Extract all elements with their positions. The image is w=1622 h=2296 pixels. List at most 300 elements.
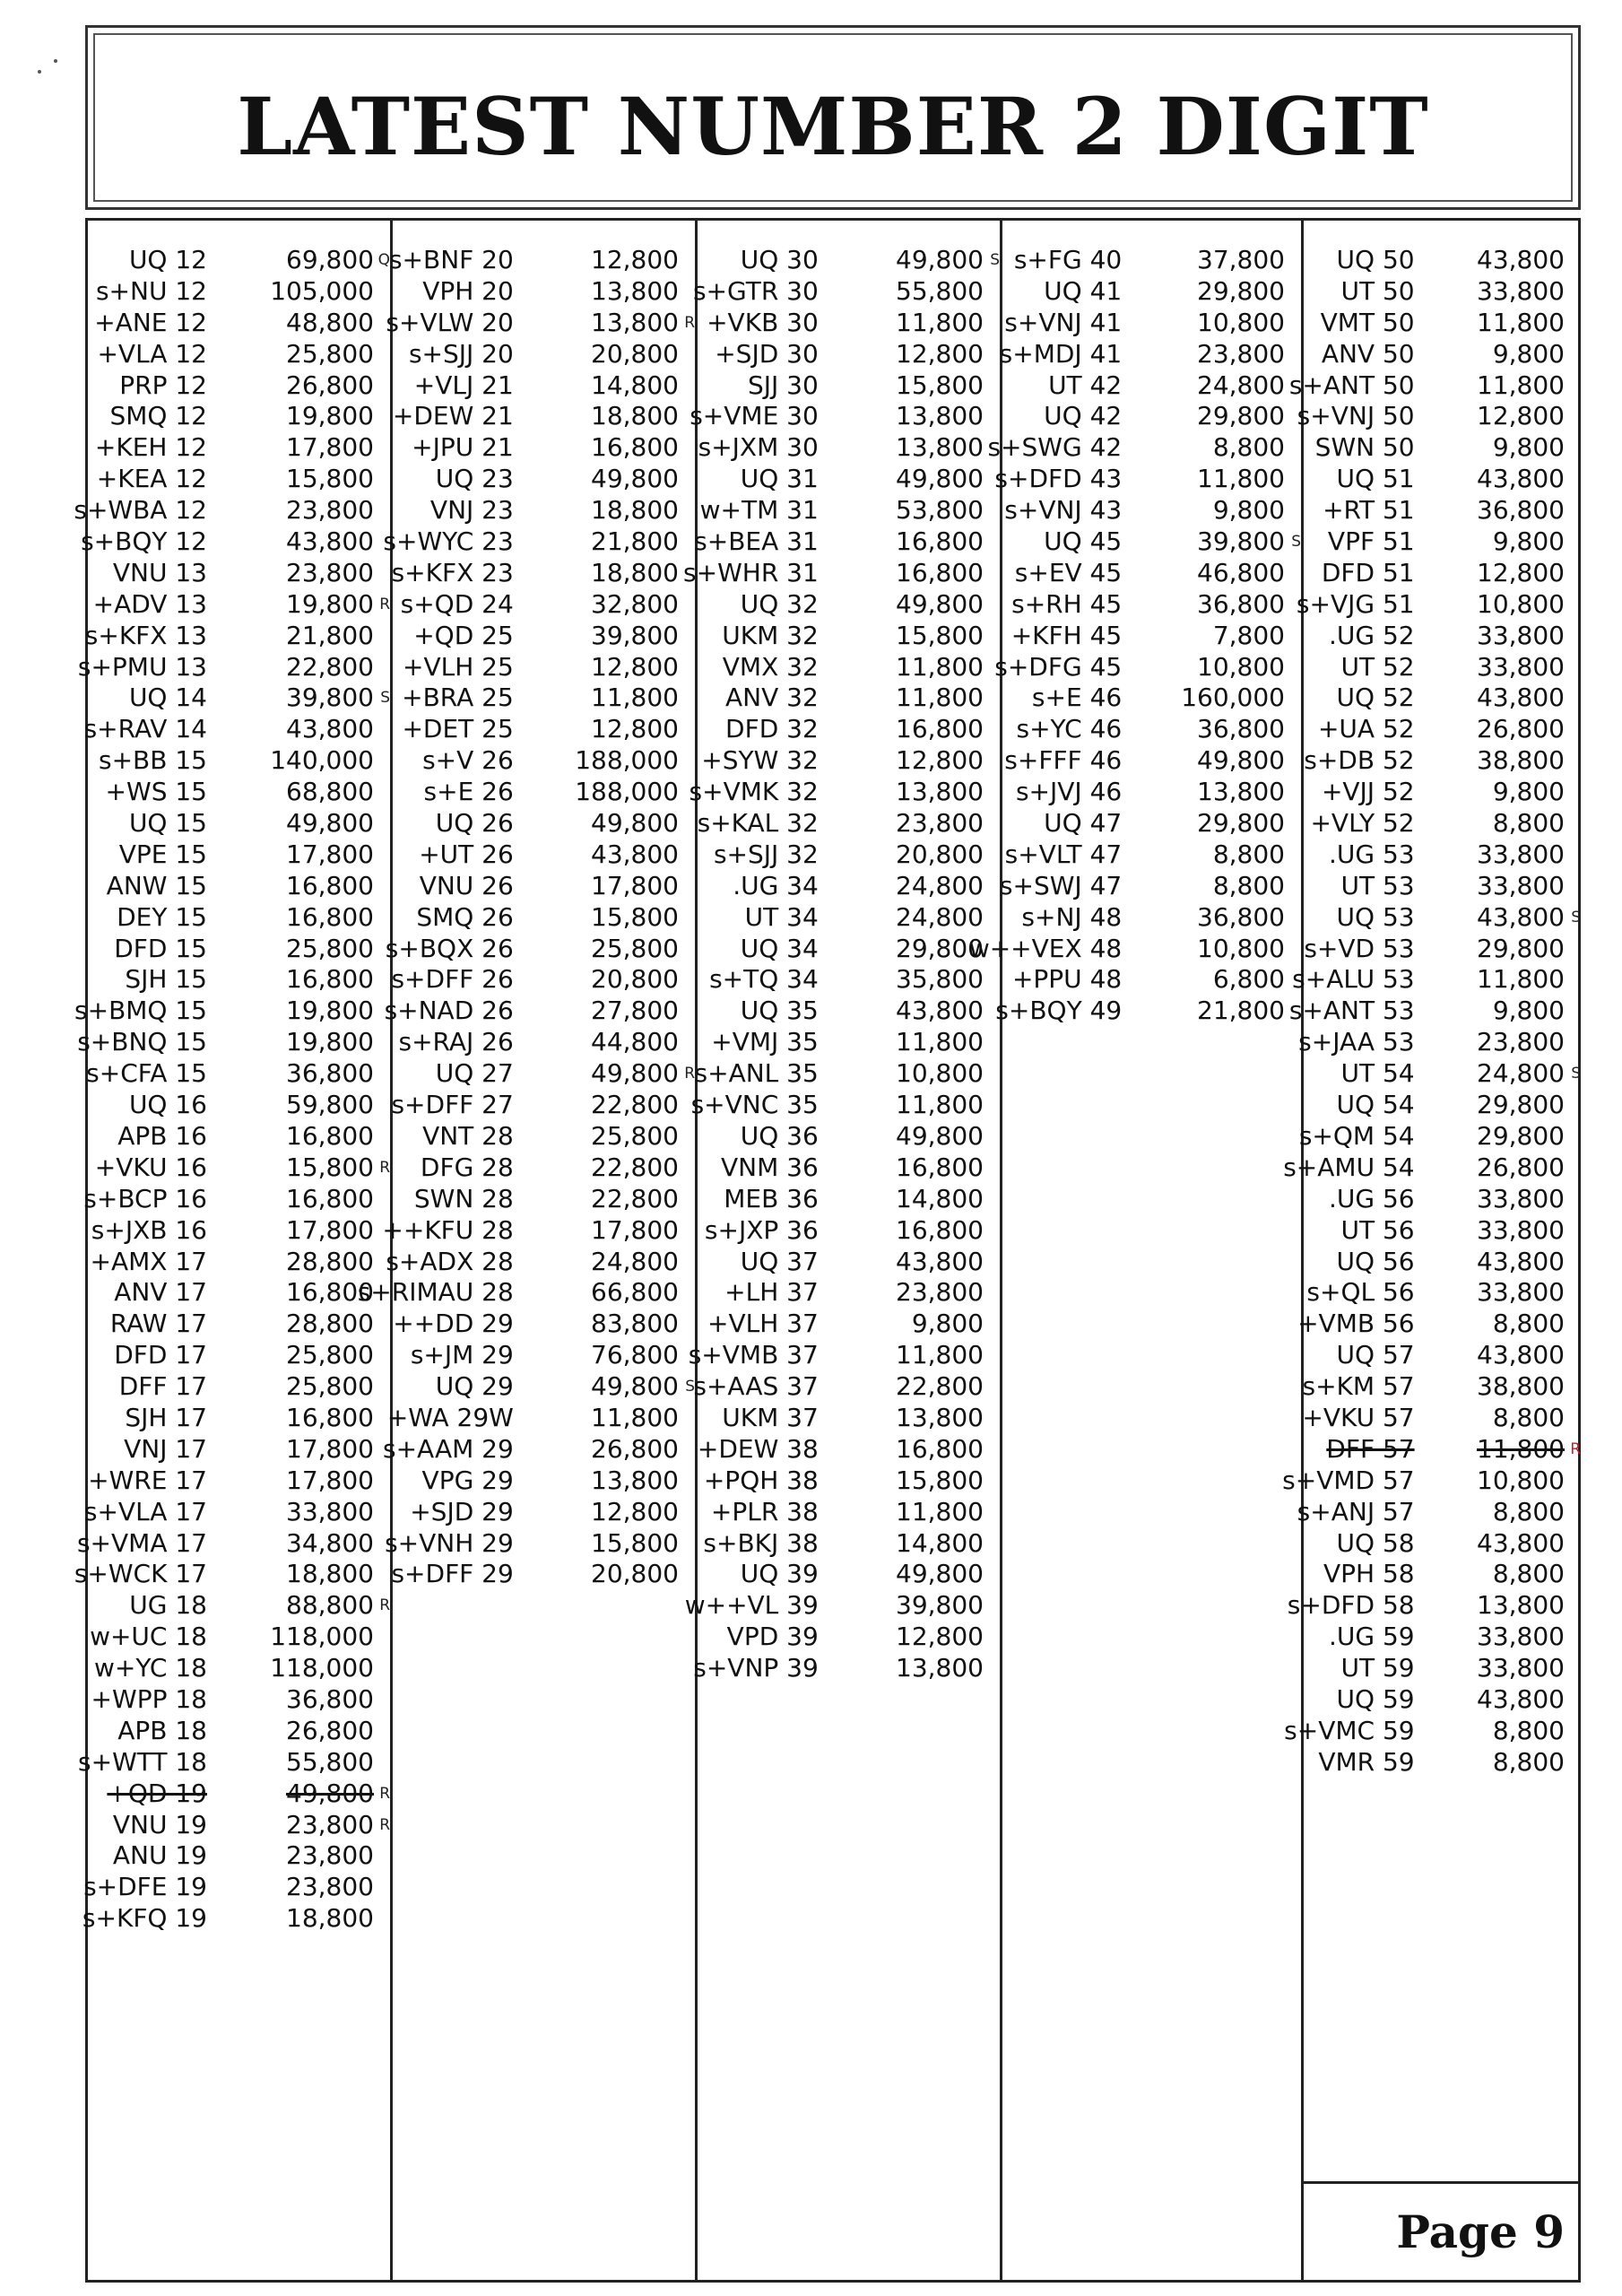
item-price: 15,800 <box>591 1527 679 1558</box>
item-code: s+WHR 31 <box>683 557 819 587</box>
table-row <box>393 1121 695 1152</box>
item-code: VNJ 17 <box>124 1433 207 1464</box>
item-price: 18,800 <box>591 495 679 526</box>
table-row <box>1304 1090 1581 1121</box>
table-row <box>85 1215 390 1247</box>
table-row <box>698 714 1000 745</box>
item-code: s+BQY 12 <box>81 526 207 557</box>
item-price: 8,800 <box>1492 1559 1565 1589</box>
table-row <box>393 1152 695 1184</box>
item-code: +UT 26 <box>419 839 514 869</box>
item-price: 16,800 <box>591 432 679 463</box>
table-row <box>1304 871 1581 902</box>
table-row <box>85 777 390 808</box>
table-row <box>85 1152 390 1184</box>
item-price: 12,800 <box>1477 401 1565 431</box>
item-code: +WS 15 <box>105 777 207 807</box>
item-code: s+JAA 53 <box>1298 1027 1415 1057</box>
table-row <box>1283 1152 1581 1184</box>
table-row <box>698 245 1000 276</box>
item-price: 22,800 <box>896 1371 984 1402</box>
item-code: +VKU 57 <box>1302 1402 1415 1432</box>
table-row <box>698 839 1000 871</box>
item-code: ANV 50 <box>1321 338 1415 369</box>
item-code: UQ 15 <box>128 808 207 839</box>
item-price: 9,800 <box>1212 495 1285 526</box>
item-price: 43,800 <box>1477 901 1565 932</box>
item-price: 13,800 <box>896 1653 984 1683</box>
item-price: 39,800 <box>286 683 374 713</box>
table-row <box>85 714 390 745</box>
item-code: RAW 17 <box>109 1309 207 1339</box>
item-price: 17,800 <box>286 432 374 463</box>
item-code: s+KFQ 19 <box>82 1903 207 1934</box>
item-code: DEY 15 <box>117 901 207 932</box>
item-price: 11,800 <box>591 683 679 713</box>
item-price: 15,800 <box>286 464 374 494</box>
item-price: 25,800 <box>591 933 679 963</box>
table-row <box>1002 808 1301 839</box>
table-row <box>85 1622 390 1653</box>
item-code: VPH 20 <box>422 275 514 306</box>
item-price: 26,800 <box>1477 1152 1565 1182</box>
table-row <box>1304 308 1581 339</box>
table-row <box>393 964 695 996</box>
table-row <box>1304 1371 1581 1403</box>
table-row <box>85 1090 390 1121</box>
item-price: 24,800 <box>1197 370 1285 400</box>
item-price: 43,800 <box>286 526 374 557</box>
table-row <box>1297 401 1581 432</box>
item-code: UT 54 <box>1340 1058 1415 1089</box>
item-price: 49,800 <box>591 1371 679 1402</box>
item-code: s+VNJ 43 <box>1004 495 1123 526</box>
item-price: 29,800 <box>1197 808 1285 839</box>
table-row <box>1304 1653 1581 1684</box>
item-price: 29,800 <box>1477 1120 1565 1151</box>
item-price: 11,800 <box>896 683 984 713</box>
table-row <box>1304 1058 1581 1090</box>
table-row <box>393 745 695 777</box>
item-price: 16,800 <box>286 964 374 995</box>
item-code: s+JXM 30 <box>698 432 819 463</box>
table-row <box>698 996 1000 1027</box>
item-price: 68,800 <box>286 777 374 807</box>
item-price: 20,800 <box>591 1559 679 1589</box>
item-code: s+JXB 16 <box>91 1214 207 1245</box>
item-code: VMR 59 <box>1318 1746 1415 1777</box>
item-code: UQ 59 <box>1336 1683 1415 1714</box>
item-code: s+RAJ 26 <box>398 1027 514 1057</box>
item-price: 21,800 <box>286 620 374 650</box>
item-price: 10,800 <box>1197 307 1285 337</box>
item-code: UQ 27 <box>435 1058 514 1089</box>
item-price: 188,000 <box>575 745 679 776</box>
table-row <box>384 996 695 1027</box>
item-code: VPE 15 <box>118 839 207 869</box>
item-code: DFD 15 <box>114 933 207 963</box>
item-code: UQ 12 <box>128 245 207 274</box>
item-price: 37,800 <box>1197 245 1285 274</box>
item-price: 43,800 <box>896 996 984 1026</box>
item-code: +KFH 45 <box>1010 620 1123 650</box>
item-code: +RT 51 <box>1323 495 1415 526</box>
item-code: s+VNH 29 <box>385 1527 514 1558</box>
table-row <box>85 1872 390 1903</box>
item-code: UQ 56 <box>1336 1246 1415 1276</box>
item-code: s+FFF 46 <box>1004 745 1123 776</box>
item-code: s+BKJ 38 <box>703 1527 819 1558</box>
item-price: 44,800 <box>591 1027 679 1057</box>
item-price: 19,800 <box>286 1027 374 1057</box>
table-row <box>1292 964 1581 996</box>
item-price: 160,000 <box>1181 683 1285 713</box>
item-price: 11,800 <box>896 1027 984 1057</box>
item-price: 36,800 <box>286 1683 374 1714</box>
title-box <box>85 25 1581 210</box>
table-row <box>393 714 695 745</box>
item-price: 29,800 <box>1197 275 1285 306</box>
item-price: 16,800 <box>896 714 984 744</box>
item-price: 16,800 <box>896 526 984 557</box>
item-code: s+KFX 23 <box>391 557 514 587</box>
item-code: w+UC 18 <box>90 1622 207 1652</box>
item-price: 23,800 <box>896 808 984 839</box>
item-code: UQ 36 <box>740 1120 819 1151</box>
table-row <box>1296 588 1581 621</box>
item-price: 43,800 <box>1477 683 1565 713</box>
item-price: 18,800 <box>591 557 679 587</box>
item-code: s+V 26 <box>422 745 514 776</box>
table-row <box>85 339 390 370</box>
item-code: +DET 25 <box>402 714 514 744</box>
table-row <box>1287 1590 1581 1622</box>
table-row <box>698 339 1000 370</box>
item-code: s+VNJ 50 <box>1297 401 1415 431</box>
table-row <box>386 1402 695 1434</box>
item-price: 43,800 <box>591 839 679 869</box>
item-price: 11,800 <box>1197 464 1285 494</box>
table-row <box>1304 1559 1581 1590</box>
item-price: 17,800 <box>286 1214 374 1245</box>
table-row <box>1304 1184 1581 1215</box>
table-row <box>77 1027 390 1058</box>
table-row <box>393 808 695 839</box>
table-row <box>393 1309 695 1340</box>
item-code: +WPP 18 <box>91 1683 207 1714</box>
table-row <box>1002 401 1301 432</box>
item-price: 11,800 <box>1477 307 1565 337</box>
item-price: 32,800 <box>591 588 679 619</box>
table-row <box>690 401 1000 432</box>
item-code: UQ 31 <box>740 464 819 494</box>
item-code: s+SWG 42 <box>987 432 1123 463</box>
column-1 <box>74 218 390 2283</box>
item-price: 10,800 <box>896 1058 984 1089</box>
item-price: 10,800 <box>1197 933 1285 963</box>
item-code: UKM 32 <box>722 620 819 650</box>
item-code: s+VNC 35 <box>690 1090 819 1120</box>
item-price: 53,800 <box>896 495 984 526</box>
status-mark: R <box>1570 1439 1581 1458</box>
table-row <box>1002 683 1301 714</box>
table-row-struck <box>1304 1434 1581 1465</box>
table-row <box>85 808 390 839</box>
table-row <box>85 370 390 402</box>
item-code: UG 18 <box>129 1590 207 1621</box>
table-row <box>1304 902 1581 934</box>
item-price: 12,800 <box>896 1622 984 1652</box>
item-code: APB 18 <box>117 1715 207 1745</box>
item-price: 43,800 <box>1477 1683 1565 1714</box>
item-price: 13,800 <box>591 275 679 306</box>
table-row <box>85 1497 390 1528</box>
table-row <box>393 652 695 683</box>
table-row <box>1002 964 1301 996</box>
item-price: 49,800 <box>896 1120 984 1151</box>
item-code: +LH 37 <box>724 1277 819 1308</box>
item-price: 26,800 <box>1477 714 1565 744</box>
item-price: 12,800 <box>591 1496 679 1526</box>
item-price: 12,800 <box>896 338 984 369</box>
item-price: 43,800 <box>1477 1527 1565 1558</box>
table-row <box>692 275 1000 308</box>
item-code: .UG 59 <box>1328 1622 1415 1652</box>
item-code: +AMX 17 <box>90 1246 207 1276</box>
item-price: 16,800 <box>896 1152 984 1182</box>
table-row <box>393 464 695 495</box>
item-code: +VLH 37 <box>707 1309 819 1339</box>
item-price: 105,000 <box>270 275 374 306</box>
item-price: 12,800 <box>591 714 679 744</box>
item-code: +PQH 38 <box>703 1465 819 1495</box>
item-price: 25,800 <box>286 933 374 963</box>
item-price: 14,800 <box>591 370 679 400</box>
item-code: .UG 52 <box>1328 620 1415 650</box>
item-code: s+RH 45 <box>1011 588 1123 619</box>
table-row <box>698 1184 1000 1215</box>
table-row <box>698 871 1000 902</box>
item-code: +ADV 13 <box>92 588 207 619</box>
table-row <box>82 1903 390 1935</box>
table-row <box>1002 839 1301 871</box>
page-number-box <box>1301 2181 1581 2283</box>
item-price: 28,800 <box>286 1309 374 1339</box>
item-code: +SJD 30 <box>715 338 819 369</box>
item-price: 13,800 <box>896 432 984 463</box>
item-price: 22,800 <box>591 1152 679 1182</box>
table-row <box>393 777 695 808</box>
table-row <box>393 589 695 621</box>
table-row <box>1304 621 1581 652</box>
table-row <box>1002 495 1301 526</box>
item-price: 33,800 <box>1477 1277 1565 1308</box>
item-price: 11,800 <box>896 1090 984 1120</box>
item-code: UQ 53 <box>1336 901 1415 932</box>
table-row <box>684 1590 1000 1622</box>
item-code: s+BQY 49 <box>995 996 1123 1026</box>
table-row <box>85 308 390 339</box>
table-row <box>1288 370 1581 402</box>
item-price: 17,800 <box>286 839 374 869</box>
item-code: VMT 50 <box>1320 307 1415 337</box>
item-code: s+NJ 48 <box>1021 901 1123 932</box>
item-price: 11,800 <box>1477 1433 1565 1464</box>
table-row <box>85 1716 390 1747</box>
table-row <box>74 1559 390 1590</box>
item-code: s+SJJ 32 <box>713 839 819 869</box>
item-price: 13,800 <box>1477 1590 1565 1621</box>
item-code: VPG 29 <box>421 1465 514 1495</box>
item-price: 33,800 <box>1477 275 1565 306</box>
item-price: 16,800 <box>286 870 374 900</box>
table-row <box>698 589 1000 621</box>
item-code: UQ 39 <box>740 1559 819 1589</box>
item-code: +VLJ 21 <box>413 370 514 400</box>
column-5 <box>1282 218 1581 2283</box>
item-price: 10,800 <box>1477 588 1565 619</box>
table-row <box>1304 714 1581 745</box>
item-price: 11,800 <box>896 1496 984 1526</box>
item-price: 21,800 <box>1197 996 1285 1026</box>
item-code: SWN 28 <box>413 1183 514 1213</box>
table-row <box>698 1497 1000 1528</box>
item-price: 8,800 <box>1212 839 1285 869</box>
item-price: 16,800 <box>896 1214 984 1245</box>
item-code: s+ANT 53 <box>1288 996 1415 1026</box>
table-row <box>393 871 695 902</box>
column-4 <box>968 218 1301 2283</box>
item-code: s+YC 46 <box>1016 714 1123 744</box>
item-code: UQ 37 <box>740 1246 819 1276</box>
item-code: s+QD 24 <box>400 588 514 619</box>
item-price: 15,800 <box>896 620 984 650</box>
item-code: +QD 19 <box>107 1778 207 1808</box>
page-title: LATEST NUMBER 2 DIGIT <box>237 80 1429 173</box>
item-code: VNU 13 <box>112 557 207 587</box>
item-code: +JPU 21 <box>412 432 514 463</box>
table-row <box>1002 308 1301 339</box>
table-row <box>85 964 390 996</box>
table-row <box>683 557 1000 589</box>
item-code: s+BNF 20 <box>388 245 514 274</box>
table-row <box>1304 934 1581 965</box>
item-price: 24,800 <box>896 901 984 932</box>
item-price: 49,800 <box>591 1058 679 1089</box>
item-code: s+BQX 26 <box>385 933 514 963</box>
item-code: SWN 50 <box>1314 432 1415 463</box>
item-code: +VKU 16 <box>94 1152 207 1182</box>
table-row <box>393 432 695 464</box>
table-row <box>393 1027 695 1058</box>
table-row <box>999 870 1301 902</box>
item-code: s+CFA 15 <box>86 1058 207 1089</box>
item-code: s+PMU 13 <box>77 651 207 682</box>
status-mark: S <box>1291 533 1301 552</box>
table-row <box>85 621 390 652</box>
table-row <box>1002 245 1301 276</box>
table-row <box>393 1058 695 1090</box>
table-row <box>78 1746 390 1779</box>
table-row <box>693 1653 1000 1684</box>
item-code: s+KM 57 <box>1302 1371 1415 1402</box>
item-price: 33,800 <box>1477 839 1565 869</box>
status-mark: S <box>1571 908 1581 926</box>
table-row <box>698 964 1000 996</box>
item-price: 8,800 <box>1492 808 1565 839</box>
item-price: 33,800 <box>1477 1183 1565 1213</box>
item-price: 33,800 <box>286 1496 374 1526</box>
table-row <box>698 1622 1000 1653</box>
table-row <box>987 432 1301 464</box>
item-code: +VMJ 35 <box>711 1027 819 1057</box>
table-row <box>688 1340 1000 1371</box>
item-code: +VLY 52 <box>1310 808 1415 839</box>
item-code: MEB 36 <box>724 1183 819 1213</box>
item-code: s+VJG 51 <box>1296 588 1415 619</box>
table-row <box>999 338 1301 370</box>
item-code: +KEA 12 <box>96 464 207 494</box>
status-mark: R <box>684 313 695 332</box>
table-row <box>994 651 1301 683</box>
status-mark: R <box>684 1065 695 1083</box>
item-code: UQ 14 <box>128 683 207 713</box>
item-price: 15,800 <box>896 370 984 400</box>
item-code: s+VMD 57 <box>1282 1465 1415 1495</box>
status-mark: S <box>1571 1065 1581 1083</box>
item-code: s+WTT 18 <box>78 1746 207 1777</box>
item-code: s+BB 15 <box>99 745 207 776</box>
table-row <box>1002 276 1301 308</box>
item-code: s+E 46 <box>1031 683 1123 713</box>
item-code: s+KAL 32 <box>697 808 819 839</box>
table-row <box>385 933 695 965</box>
item-code: SJJ 30 <box>747 370 819 400</box>
item-code: UQ 58 <box>1336 1527 1415 1558</box>
item-price: 23,800 <box>896 1277 984 1308</box>
item-code: +DEW 21 <box>392 401 514 431</box>
table-row <box>1304 1528 1581 1560</box>
table-row <box>1002 777 1301 808</box>
item-price: 69,800 <box>286 245 374 274</box>
item-code: ANV 32 <box>725 683 819 713</box>
item-code: UQ 34 <box>740 933 819 963</box>
item-code: s+SJJ 20 <box>408 338 514 369</box>
item-price: 43,800 <box>286 714 374 744</box>
item-price: 23,800 <box>286 557 374 587</box>
item-price: 22,800 <box>591 1090 679 1120</box>
table-row <box>1304 1277 1581 1309</box>
item-price: 35,800 <box>896 964 984 995</box>
item-price: 13,800 <box>1197 777 1285 807</box>
table-row <box>85 1590 390 1622</box>
table-row <box>1304 808 1581 839</box>
table-row <box>85 276 390 308</box>
table-row <box>698 652 1000 683</box>
item-price: 11,800 <box>1477 370 1565 400</box>
item-code: +WA 29W <box>386 1402 514 1432</box>
table-row <box>1297 1496 1581 1528</box>
item-code: s+KFX 13 <box>84 620 207 650</box>
item-code: SMQ 12 <box>109 401 207 431</box>
item-code: s+RAV 14 <box>83 714 207 744</box>
table-row <box>85 1247 390 1278</box>
item-price: 26,800 <box>286 1715 374 1745</box>
item-code: VNT 28 <box>422 1120 514 1151</box>
item-code: APB 16 <box>117 1120 207 1151</box>
item-code: s+JXP 36 <box>704 1214 819 1245</box>
table-row <box>1304 1747 1581 1779</box>
